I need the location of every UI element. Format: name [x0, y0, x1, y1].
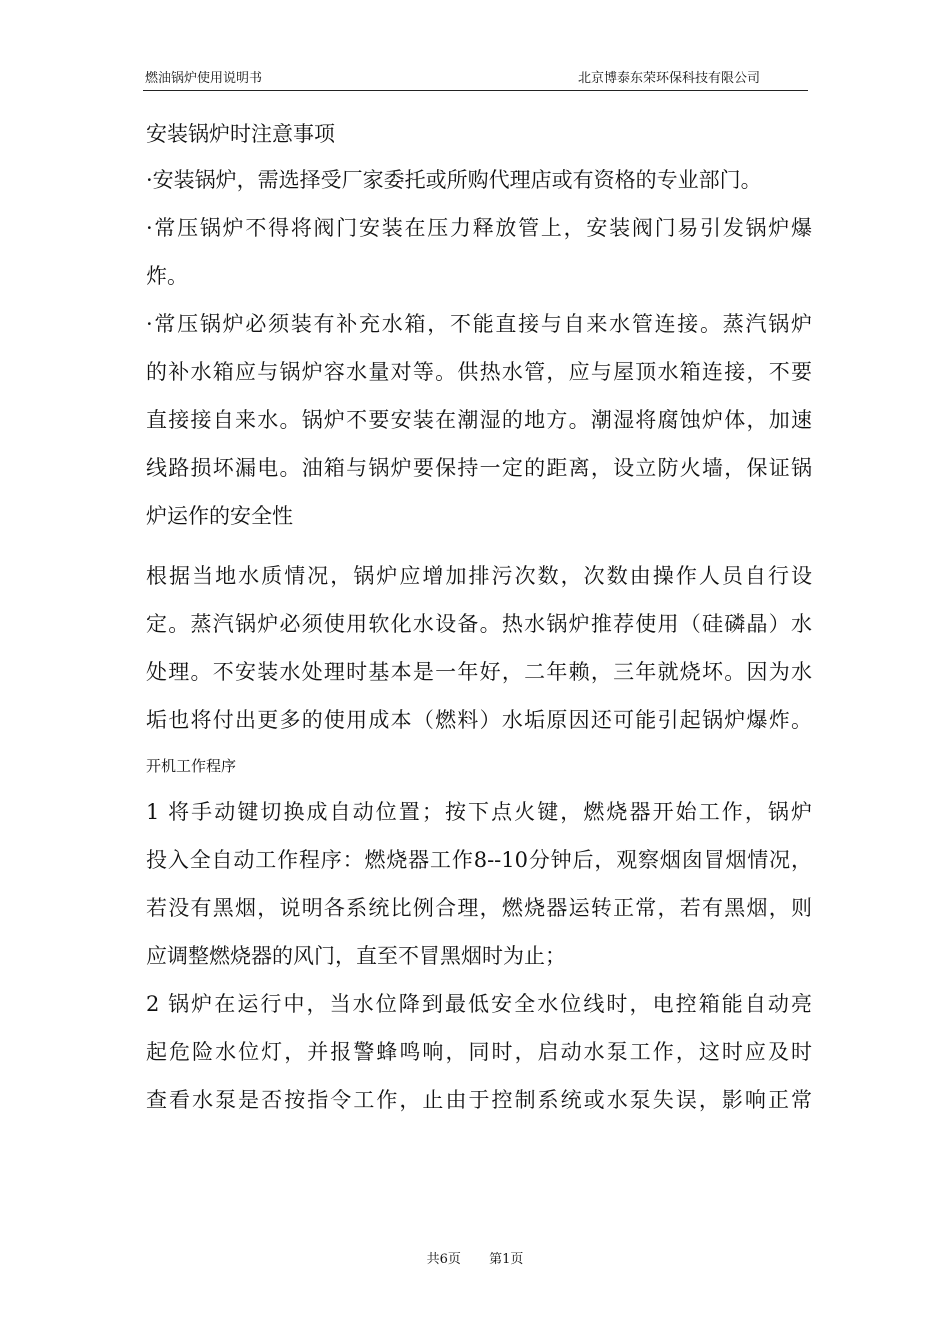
section-title-startup: 开机工作程序	[146, 757, 237, 775]
paragraph-line: ·常压锅炉不得将阀门安装在压力释放管上，安装阀门易引发锅炉爆	[146, 216, 812, 240]
page-total: 共6页	[426, 1252, 461, 1267]
paragraph-line: 2 锅炉在运行中，当水位降到最低安全水位线时，电控箱能自动亮	[146, 992, 812, 1016]
page-footer	[0, 1248, 950, 1267]
paragraph-line: 直接接自来水。锅炉不要安装在潮湿的地方。潮湿将腐蚀炉体，加速	[146, 408, 812, 432]
header-company-name: 北京博泰东荣环保科技有限公司	[577, 71, 760, 86]
page-header	[143, 70, 808, 91]
section-title-installation: 安装锅炉时注意事项	[146, 122, 335, 146]
paragraph-line: 线路损坏漏电。油箱与锅炉要保持一定的距离，设立防火墙，保证锅	[146, 456, 812, 480]
header-document-title: 燃油锅炉使用说明书	[145, 71, 263, 86]
paragraph-line: 炉运作的安全性	[146, 504, 293, 528]
paragraph-line: 查看水泵是否按指令工作，止由于控制系统或水泵失误，影响正常	[146, 1088, 812, 1112]
paragraph-line: 应调整燃烧器的风门，直至不冒黑烟时为止；	[146, 944, 566, 968]
paragraph-line: 的补水箱应与锅炉容水量对等。供热水管，应与屋顶水箱连接，不要	[146, 360, 812, 384]
document-body	[146, 112, 812, 1124]
paragraph-line: 垢也将付出更多的使用成本（燃料）水垢原因还可能引起锅炉爆炸。	[146, 708, 812, 732]
page-current: 第1页	[489, 1252, 524, 1267]
paragraph-line: 炸。	[146, 264, 188, 288]
paragraph-line: 1 将手动键切换成自动位置；按下点火键，燃烧器开始工作，锅炉	[146, 800, 812, 824]
paragraph-line: ·安装锅炉，需选择受厂家委托或所购代理店或有资格的专业部门。	[146, 168, 762, 192]
paragraph-line: 处理。不安装水处理时基本是一年好，二年赖，三年就烧坏。因为水	[146, 660, 812, 684]
paragraph-line: 定。蒸汽锅炉必须使用软化水设备。热水锅炉推荐使用（硅磷晶）水	[146, 612, 812, 636]
paragraph-line: 若没有黑烟，说明各系统比例合理，燃烧器运转正常，若有黑烟，则	[146, 896, 812, 920]
paragraph-line: ·常压锅炉必须装有补充水箱，不能直接与自来水管连接。蒸汽锅炉	[146, 312, 812, 336]
paragraph-line: 起危险水位灯，并报警蜂鸣响，同时，启动水泵工作，这时应及时	[146, 1040, 812, 1064]
paragraph-line: 投入全自动工作程序：燃烧器工作8--10分钟后，观察烟囱冒烟情况，	[146, 848, 812, 872]
paragraph-line: 根据当地水质情况，锅炉应增加排污次数，次数由操作人员自行设	[146, 564, 812, 588]
